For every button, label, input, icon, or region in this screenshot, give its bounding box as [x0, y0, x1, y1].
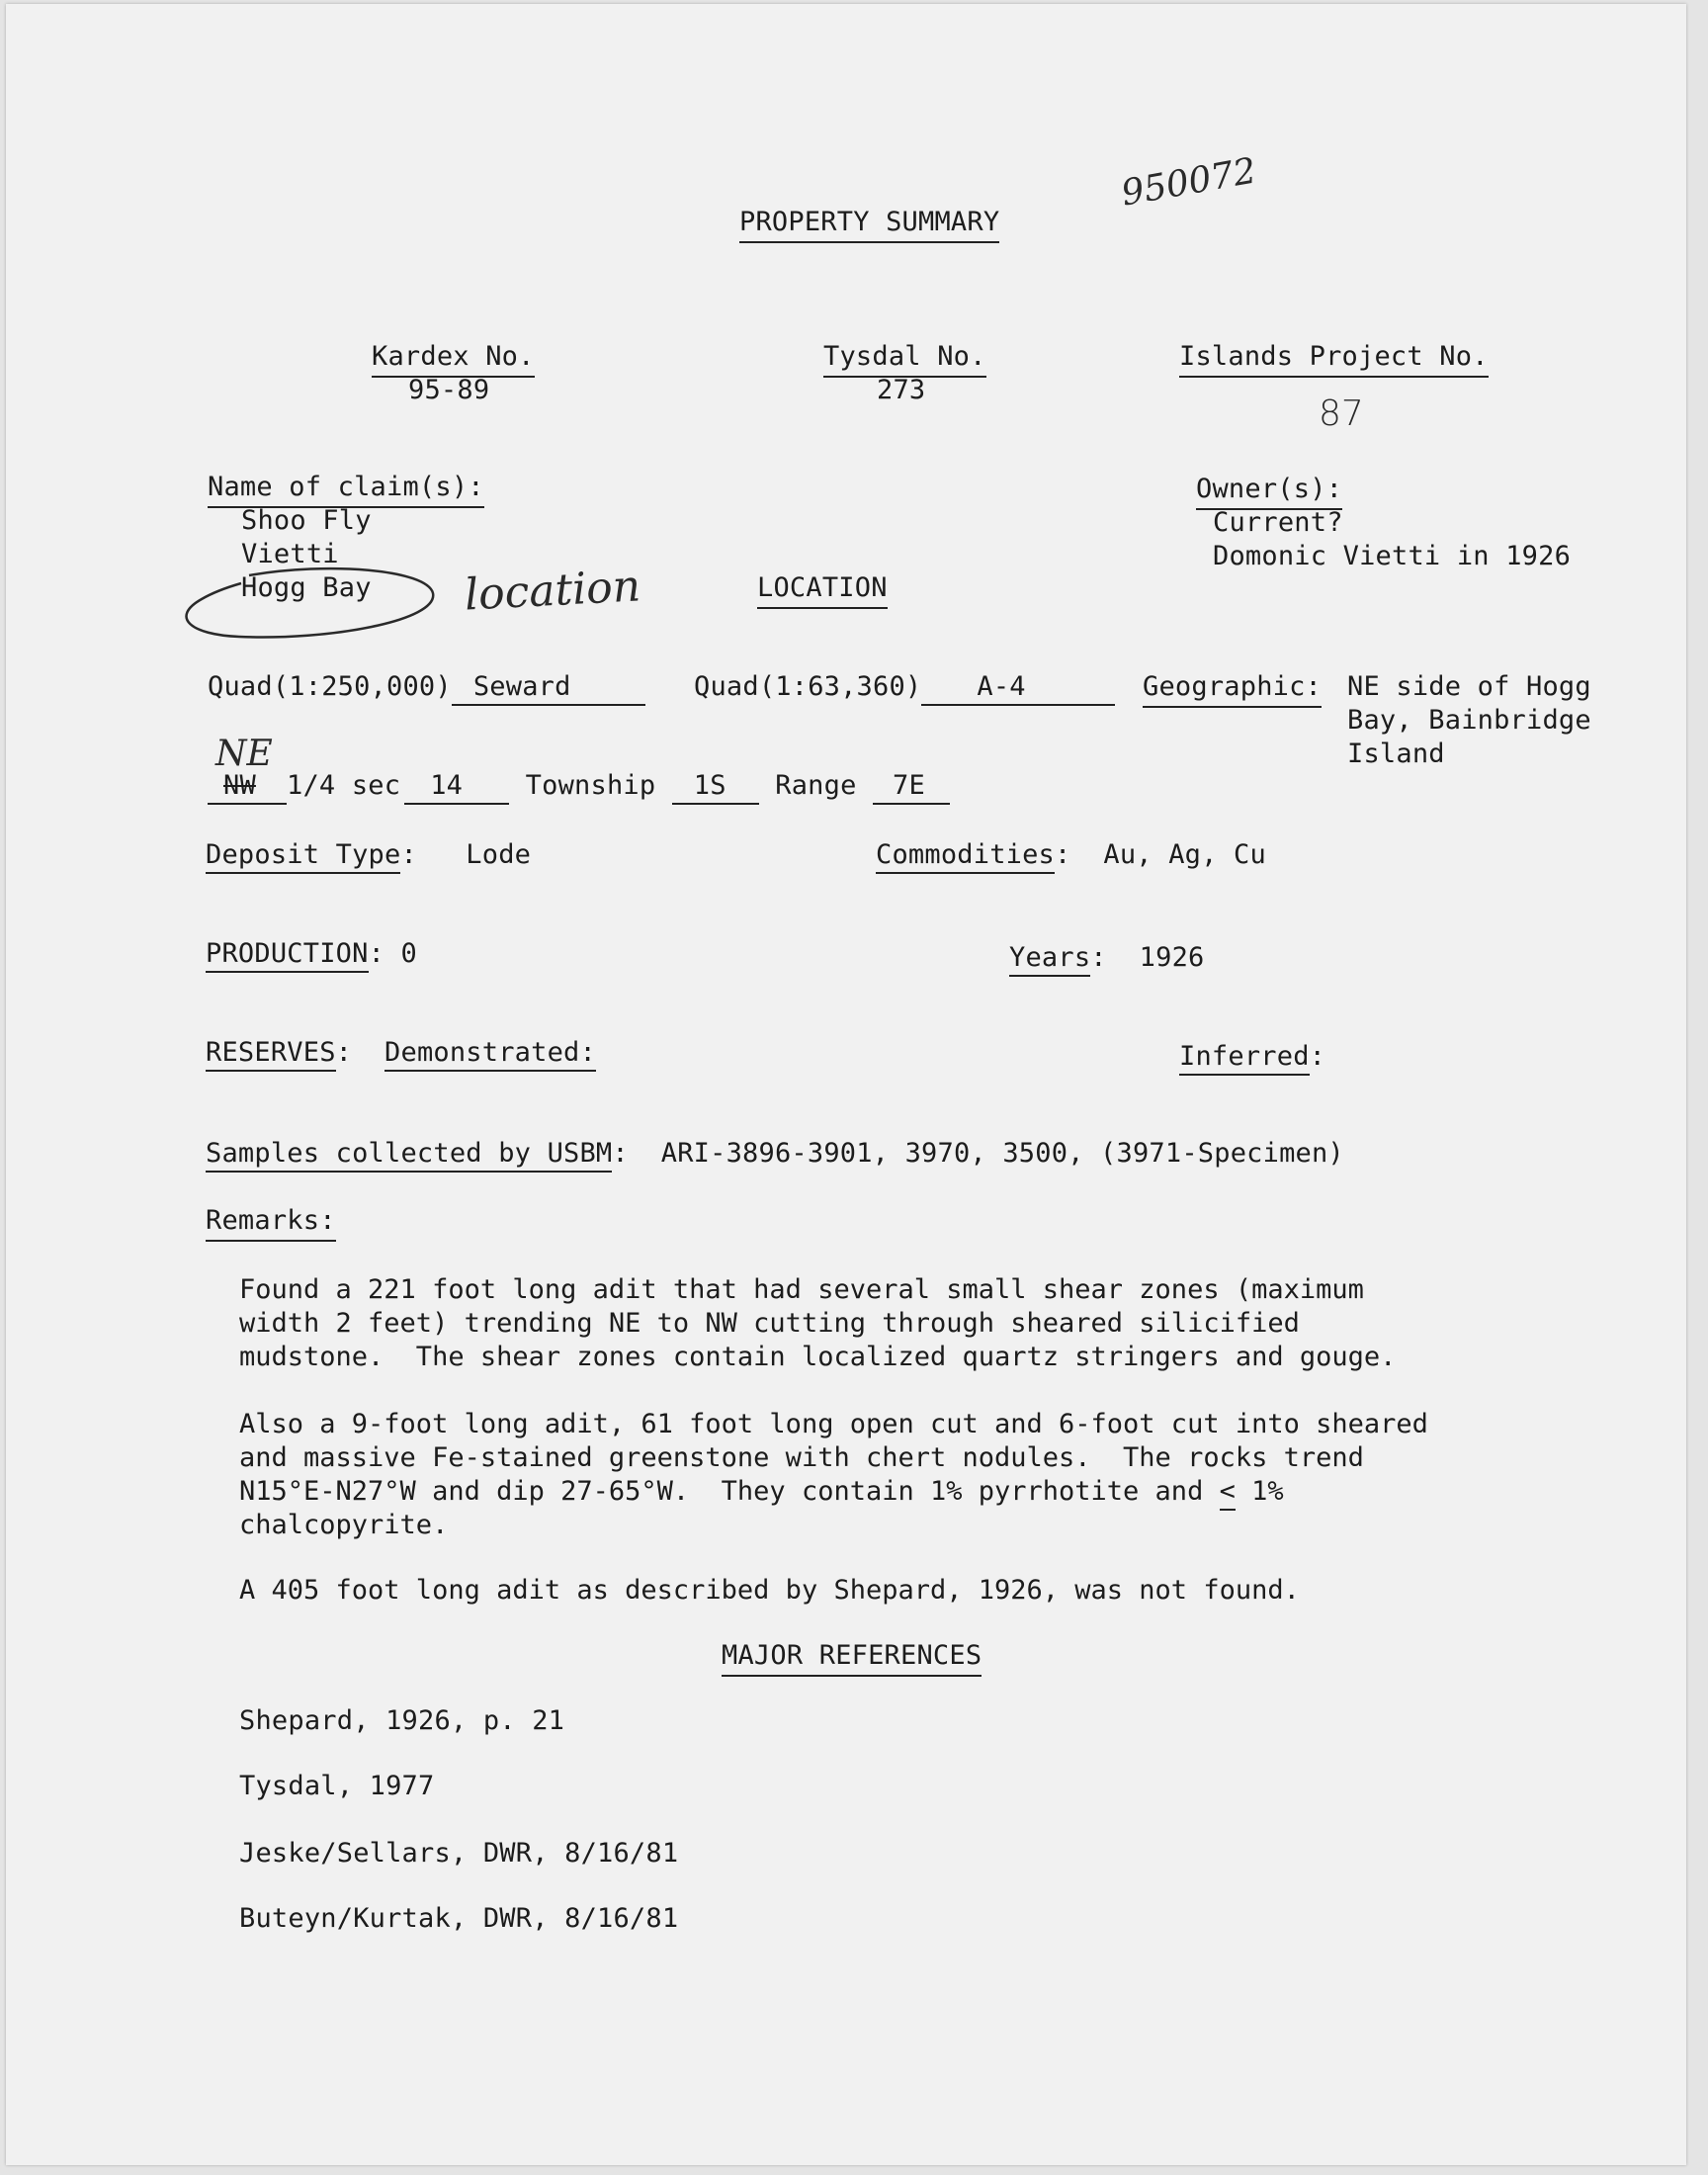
reference-item: Buteyn/Kurtak, DWR, 8/16/81 [239, 1903, 679, 1934]
quad250-value: Seward [452, 670, 645, 706]
reference-item: Tysdal, 1977 [239, 1771, 435, 1801]
reference-item: Jeske/Sellars, DWR, 8/16/81 [239, 1838, 679, 1869]
owner-line: Domonic Vietti in 1926 [1213, 541, 1572, 571]
years-row: Years: 1926 [1009, 941, 1204, 975]
page-title: PROPERTY SUMMARY [739, 206, 999, 243]
township-value: 1S [672, 769, 759, 805]
references-heading: MAJOR REFERENCES [722, 1639, 982, 1677]
text-line: width 2 feet) trending NE to NW cutting through sheared silicified [239, 1308, 1300, 1339]
reserves-inferred: Inferred [1179, 1041, 1310, 1076]
geographic-label: Geographic: [1143, 670, 1322, 708]
commodities-label: Commodities [876, 839, 1055, 874]
deposit-row: Deposit Type: Lode [206, 838, 531, 872]
claim-name: Shoo Fly [241, 505, 372, 536]
less-equal-sign: < [1220, 1476, 1236, 1511]
handwritten-number: 950072 [1118, 150, 1259, 215]
reference-item: Shepard, 1926, p. 21 [239, 1705, 565, 1736]
document-page [6, 4, 1686, 2165]
commodities-row: Commodities: Au, Ag, Cu [876, 838, 1266, 872]
remarks-paragraph-2 [239, 1408, 1428, 1542]
handwritten-ne: NE [215, 734, 273, 774]
tysdal-value: 273 [877, 375, 926, 405]
quad63-value: A-4 [921, 670, 1115, 706]
geographic-line: Island [1347, 739, 1445, 769]
production-value: 0 [400, 938, 417, 969]
text-line: N15°E-N27°W and dip 27-65°W. They contain 1% pyrrhotite and < 1% [239, 1475, 1428, 1509]
geographic-line: NE side of Hogg [1347, 671, 1591, 702]
quarter-struck: NW [223, 770, 256, 801]
islands-label: Islands Project No. [1179, 340, 1489, 378]
kardex-label: Kardex No. [372, 340, 535, 378]
quad63-row [694, 670, 1115, 706]
production-row: PRODUCTION: 0 [206, 937, 417, 971]
samples-value: ARI-3896-3901, 3970, 3500, (3971-Specimen) [660, 1138, 1344, 1169]
tysdal-label: Tysdal No. [823, 340, 986, 378]
claims-label: Name of claim(s): [208, 471, 484, 508]
reserves-label: RESERVES [206, 1037, 336, 1072]
samples-label: Samples collected by USBM [206, 1138, 612, 1173]
deposit-label: Deposit Type [206, 839, 400, 874]
section-row [208, 769, 950, 805]
text-line: chalcopyrite. [239, 1510, 449, 1540]
remarks-paragraph-1 [239, 1273, 1396, 1374]
commodities-value: Au, Ag, Cu [1103, 839, 1266, 870]
inferred-row: Inferred: [1179, 1040, 1325, 1074]
text-line: Also a 9-foot long adit, 61 foot long open cut and 6-foot cut into sheared [239, 1409, 1428, 1439]
quad250-label: Quad(1:250,000) [208, 671, 452, 702]
geographic-line: Bay, Bainbridge [1347, 705, 1591, 736]
handwritten-location-note: location [463, 561, 642, 621]
location-heading: LOCATION [757, 571, 888, 609]
claim-name: Hogg Bay [241, 572, 372, 603]
samples-row: Samples collected by USBM: ARI-3896-3901, 3970, 3500, (3971-Specimen) [206, 1137, 1344, 1171]
reserves-row: RESERVES: Demonstrated: [206, 1036, 596, 1070]
deposit-value: Lode [466, 839, 532, 870]
islands-value: 87 [1319, 393, 1364, 434]
range-value: 7E [873, 769, 950, 805]
remarks-label: Remarks: [206, 1204, 336, 1242]
hand-drawn-circle [180, 566, 457, 645]
kardex-value: 95-89 [408, 375, 490, 405]
text-line: mudstone. The shear zones contain localized quartz stringers and gouge. [239, 1342, 1397, 1372]
remarks-paragraph-3: A 405 foot long adit as described by Shepard, 1926, was not found. [239, 1575, 1300, 1606]
quad63-label: Quad(1:63,360) [694, 671, 922, 702]
quad250-row [208, 670, 645, 706]
sec-value: 14 [404, 769, 509, 805]
text-line: and massive Fe-stained greenstone with chert nodules. The rocks trend [239, 1442, 1364, 1473]
owners-label: Owner(s): [1196, 473, 1342, 510]
claim-name: Vietti [241, 539, 339, 569]
production-label: PRODUCTION [206, 938, 369, 973]
reserves-demonstrated: Demonstrated: [384, 1037, 596, 1072]
range-label: Range [775, 770, 857, 801]
years-value: 1926 [1139, 942, 1205, 973]
years-label: Years [1009, 942, 1090, 977]
owner-line: Current? [1213, 507, 1343, 538]
township-label: Township [525, 770, 656, 801]
quarter-label: 1/4 sec [287, 770, 401, 801]
text-line: Found a 221 foot long adit that had several small shear zones (maximum [239, 1274, 1364, 1305]
